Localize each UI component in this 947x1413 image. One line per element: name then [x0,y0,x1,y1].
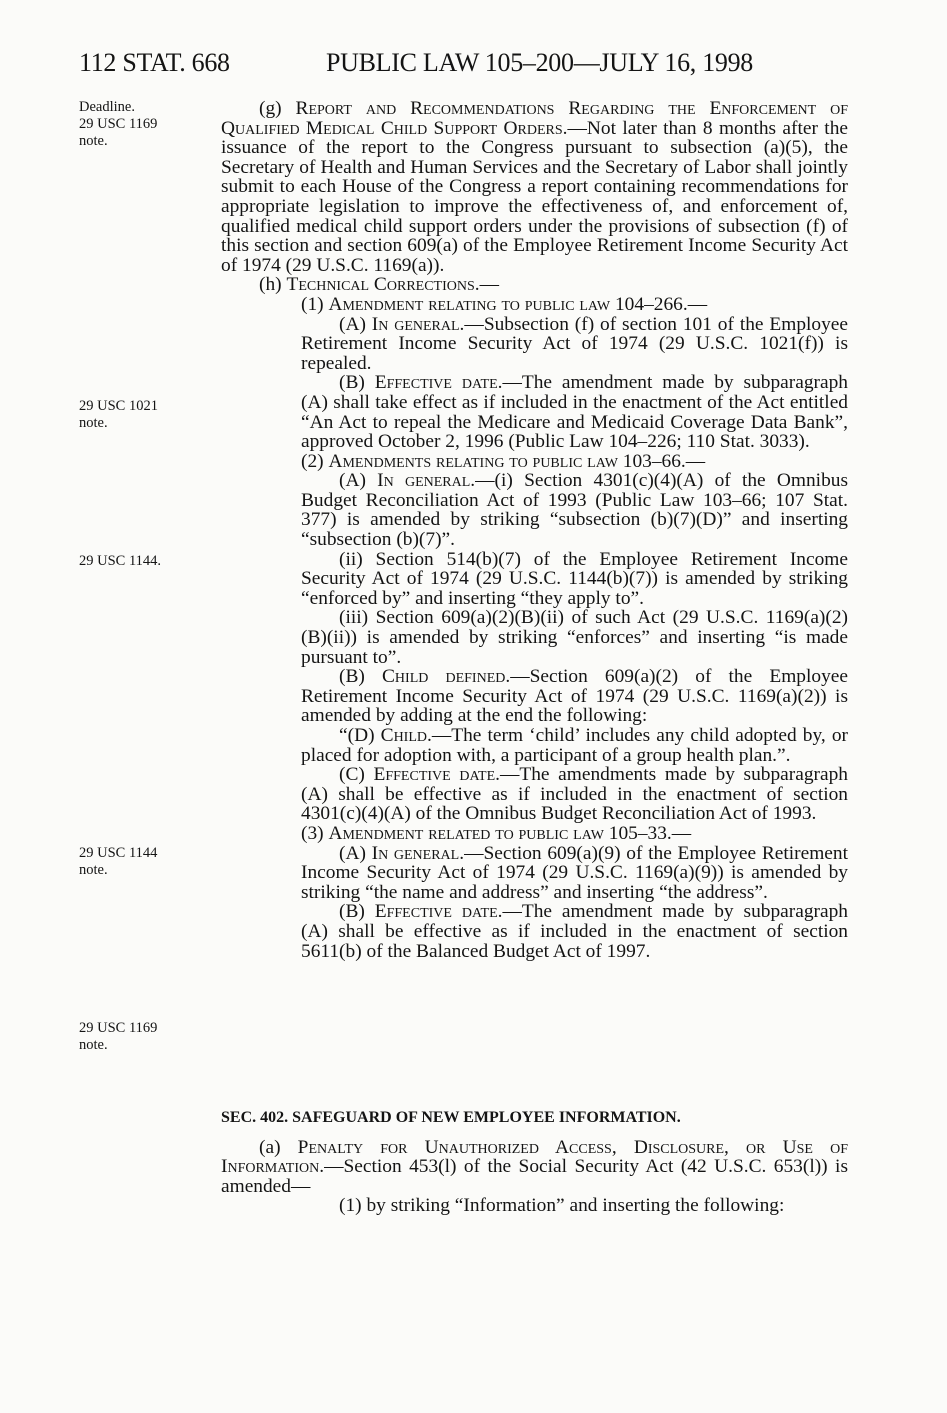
margin-note-1144-note: 29 USC 1144 note. [79,845,158,878]
paragraph-h3A: (A) In general.—Section 609(a)(9) of the Employee Retirement Income Security Act of 1974 (29 U.S.C. 1169(a)(9)) is amended by striking “the name and address” and inserting “the address”. [301,842,848,903]
paragraph-h2A-ii: (ii) Section 514(b)(7) of the Employee Retirement Income Security Act of 1974 (29 U.S.C. 1144(b)(7)) is amended by striking “enforced by” and inserting “they apply to”. [301,548,848,609]
margin-note-deadline: Deadline. 29 USC 1169 note. [79,99,158,149]
paragraph-h2A: (A) In general.—(i) Section 4301(c)(4)(A) of the Omnibus Budget Reconciliation Act of 1993 (Public Law 103–66; 107 Stat. 377) is amended by striking “subsection (b)(7)(D)” and inserting “subsection (b)(7)”. [301,470,849,551]
margin-note-1144: 29 USC 1144. [79,553,162,569]
paragraph-h2: (2) Amendments relating to public law 103–66.— [301,450,706,472]
public-law-title: PUBLIC LAW 105–200—JULY 16, 1998 [326,48,753,77]
section-402 [221,1108,848,1216]
paragraph-h1A: (A) In general.—Subsection (f) of section 101 of the Employee Retirement Income Security Act of 1974 (29 U.S.C. 1021(f)) is repealed. [301,313,849,374]
paragraph-402a: (a) Penalty for Unauthorized Access, Disclosure, or Use of Information.—Section 453(l) of the Social Security Act (42 U.S.C. 653(l)) is amended— [221,1136,848,1197]
paragraph-h: (h) Technical Corrections.— [259,274,500,296]
paragraph-g: (g) Report and Recommendations Regarding the Enforcement of Qualified Medical Child Support Orders.—Not later than 8 months after the issuance of the report to the Congress pursuant to subsection (a)(5), the Secretary of Health and Human Services and the Secretary of Labor shall jointly submit to each House of the Congress a report containing recommendations for appropriate legislation to improve the effectiveness of, and enforcement of, qualified medical child support orders under the provisions of subsection (f) of this section and section 609(a) of the Employee Retirement Income Security Act of 1974 (29 U.S.C. 1169(a)). [221,98,848,276]
paragraph-h1: (1) Amendment relating to public law 104–266.— [301,293,708,315]
paragraph-h3B: (B) Effective date.—The amendment made by subparagraph (A) shall be effective as if included in the enactment of section 5611(b) of the Balanced Budget Act of 1997. [301,901,848,962]
paragraph-h2C: (C) Effective date.—The amendments made by subparagraph (A) shall be effective as if included in the enactment of section 4301(c)(4)(A) of the Omnibus Budget Reconciliation Act of 1993. [301,764,848,825]
subsection-g-h [221,99,848,961]
margin-note-1169: 29 USC 1169 note. [79,1020,158,1053]
page-header [79,46,849,80]
paragraph-h3: (3) Amendment related to public law 105–33.— [301,822,692,844]
margin-note-1021: 29 USC 1021 note. [79,398,158,431]
paragraph-h2A-iii: (iii) Section 609(a)(2)(B)(ii) of such Act (29 U.S.C. 1169(a)(2)(B)(ii)) is amended by striking “enforces” and inserting “is made pursuant to”. [301,607,848,668]
paragraph-h1B: (B) Effective date.—The amendment made by subparagraph (A) shall take effect as if included in the enactment of the Act entitled “An Act to repeal the Medicare and Medicaid Coverage Data Bank”, approved October 2, 1996 (Public Law 104–226; 110 Stat. 3033). [301,372,848,453]
paragraph-402a1: (1) by striking “Information” and inserting the following: [339,1195,785,1217]
paragraph-h2B: (B) Child defined.—Section 609(a)(2) of the Employee Retirement Income Security Act of 1974 (29 U.S.C. 1169(a)(2)) is amended by adding at the end the following: [301,666,848,727]
statute-page-number: 112 STAT. 668 [79,48,230,77]
section-heading: SEC. 402. SAFEGUARD OF NEW EMPLOYEE INFORMATION. [221,1109,681,1126]
paragraph-h2B-quote: “(D) Child.—The term ‘child’ includes any child adopted by, or placed for adoption with, a participant of a group health plan.”. [301,725,848,766]
